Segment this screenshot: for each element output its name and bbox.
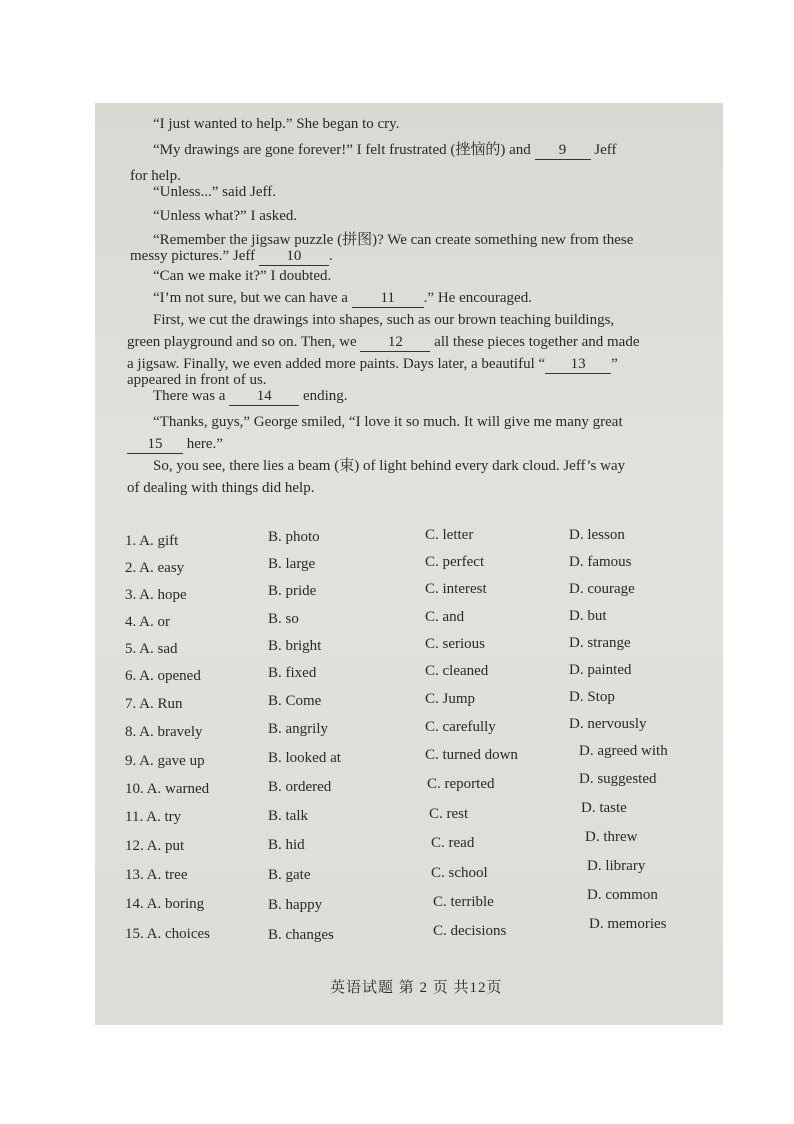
- option-b[interactable]: B. looked at: [268, 750, 341, 766]
- option-a[interactable]: 6. A. opened: [125, 668, 201, 684]
- passage-line: appeared in front of us.: [127, 372, 267, 388]
- blank-13[interactable]: 13: [545, 355, 611, 374]
- option-a[interactable]: 14. A. boring: [125, 896, 205, 912]
- option-d[interactable]: D. library: [587, 858, 646, 874]
- blank-10[interactable]: 10: [259, 247, 329, 266]
- option-b[interactable]: B. Come: [268, 693, 322, 709]
- option-c[interactable]: C. perfect: [425, 554, 485, 570]
- exam-page: [95, 103, 723, 1025]
- passage-line: messy pictures.” Jeff 10 .: [130, 248, 333, 264]
- option-c[interactable]: C. cleaned: [425, 663, 489, 679]
- option-d[interactable]: D. memories: [589, 916, 667, 932]
- passage-line: There was a 14 ending.: [153, 388, 348, 404]
- option-c[interactable]: C. carefully: [425, 719, 496, 735]
- option-a[interactable]: 7. A. Run: [125, 696, 183, 712]
- option-a[interactable]: 5. A. sad: [125, 641, 178, 657]
- option-a[interactable]: 9. A. gave up: [125, 753, 205, 769]
- option-a[interactable]: 2. A. easy: [125, 560, 185, 576]
- option-b[interactable]: B. talk: [268, 808, 308, 824]
- option-b[interactable]: B. photo: [268, 529, 320, 545]
- blank-9[interactable]: 9: [535, 141, 591, 160]
- option-d[interactable]: D. but: [569, 608, 607, 624]
- option-b[interactable]: B. large: [268, 556, 316, 572]
- passage-line: of dealing with things did help.: [127, 480, 315, 496]
- option-b[interactable]: B. fixed: [268, 665, 317, 681]
- option-c[interactable]: C. turned down: [425, 747, 518, 763]
- passage-line: So, you see, there lies a beam (束) of light behind every dark cloud. Jeff’s way: [153, 458, 626, 474]
- option-b[interactable]: B. changes: [268, 927, 334, 943]
- passage-line: “Remember the jigsaw puzzle (拼图)? We can create something new from these: [153, 232, 634, 248]
- passage-line: a jigsaw. Finally, we even added more paints. Days later, a beautiful “ 13 ”: [127, 356, 618, 372]
- blank-11[interactable]: 11: [352, 289, 424, 308]
- option-b[interactable]: B. happy: [268, 897, 323, 913]
- option-d[interactable]: D. Stop: [569, 689, 615, 705]
- passage-line: “My drawings are gone forever!” I felt frustrated (挫恼的) and 9 Jeff: [153, 142, 617, 158]
- option-c[interactable]: C. Jump: [425, 691, 476, 707]
- option-c[interactable]: C. reported: [427, 776, 495, 792]
- passage-line: “Unless...” said Jeff.: [153, 184, 277, 200]
- option-d[interactable]: D. threw: [585, 829, 638, 845]
- option-d[interactable]: D. nervously: [569, 716, 647, 732]
- option-a[interactable]: 3. A. hope: [125, 587, 187, 603]
- passage-line: “Thanks, guys,” George smiled, “I love it so much. It will give me many great: [153, 414, 623, 430]
- option-c[interactable]: C. read: [431, 835, 475, 851]
- blank-14[interactable]: 14: [229, 387, 299, 406]
- page-footer: 英语试题 第 2 页 共12页: [330, 980, 503, 996]
- option-a[interactable]: 13. A. tree: [125, 867, 188, 883]
- option-c[interactable]: C. interest: [425, 581, 487, 597]
- option-a[interactable]: 4. A. or: [125, 614, 170, 630]
- passage-line: 15 here.”: [127, 435, 223, 454]
- option-c[interactable]: C. decisions: [433, 923, 507, 939]
- option-d[interactable]: D. lesson: [569, 527, 625, 543]
- option-b[interactable]: B. hid: [268, 837, 305, 853]
- blank-15[interactable]: 15: [127, 435, 183, 454]
- passage-line: “Unless what?” I asked.: [153, 208, 298, 224]
- passage-line: green playground and so on. Then, we 12 all these pieces together and made: [127, 334, 640, 350]
- option-c[interactable]: C. and: [425, 609, 465, 625]
- option-b[interactable]: B. gate: [268, 867, 311, 883]
- option-a[interactable]: 15. A. choices: [125, 926, 210, 942]
- option-c[interactable]: C. letter: [425, 527, 474, 543]
- blank-12[interactable]: 12: [360, 333, 430, 352]
- passage-line: for help.: [130, 168, 181, 184]
- option-d[interactable]: D. famous: [569, 554, 632, 570]
- passage-line: “I just wanted to help.” She began to cry.: [153, 116, 400, 132]
- passage-line: “Can we make it?” I doubted.: [153, 268, 332, 284]
- option-b[interactable]: B. bright: [268, 638, 322, 654]
- option-b[interactable]: B. ordered: [268, 779, 332, 795]
- passage-line: “I’m not sure, but we can have a 11 .” He encouraged.: [153, 290, 532, 306]
- option-a[interactable]: 11. A. try: [125, 809, 182, 825]
- option-a[interactable]: 12. A. put: [125, 838, 185, 854]
- option-d[interactable]: D. courage: [569, 581, 635, 597]
- option-b[interactable]: B. so: [268, 611, 299, 627]
- option-c[interactable]: C. rest: [429, 806, 469, 822]
- option-a[interactable]: 1. A. gift: [125, 533, 179, 549]
- option-d[interactable]: D. painted: [569, 662, 632, 678]
- option-d[interactable]: D. common: [587, 887, 658, 903]
- option-c[interactable]: C. school: [431, 865, 488, 881]
- option-d[interactable]: D. agreed with: [579, 743, 668, 759]
- option-b[interactable]: B. pride: [268, 583, 317, 599]
- passage-line: First, we cut the drawings into shapes, such as our brown teaching buildings,: [153, 312, 615, 328]
- option-d[interactable]: D. taste: [581, 800, 627, 816]
- option-c[interactable]: C. serious: [425, 636, 485, 652]
- option-c[interactable]: C. terrible: [433, 894, 494, 910]
- option-b[interactable]: B. angrily: [268, 721, 328, 737]
- option-d[interactable]: D. suggested: [579, 771, 657, 787]
- option-a[interactable]: 8. A. bravely: [125, 724, 203, 740]
- option-a[interactable]: 10. A. warned: [125, 781, 210, 797]
- option-d[interactable]: D. strange: [569, 635, 631, 651]
